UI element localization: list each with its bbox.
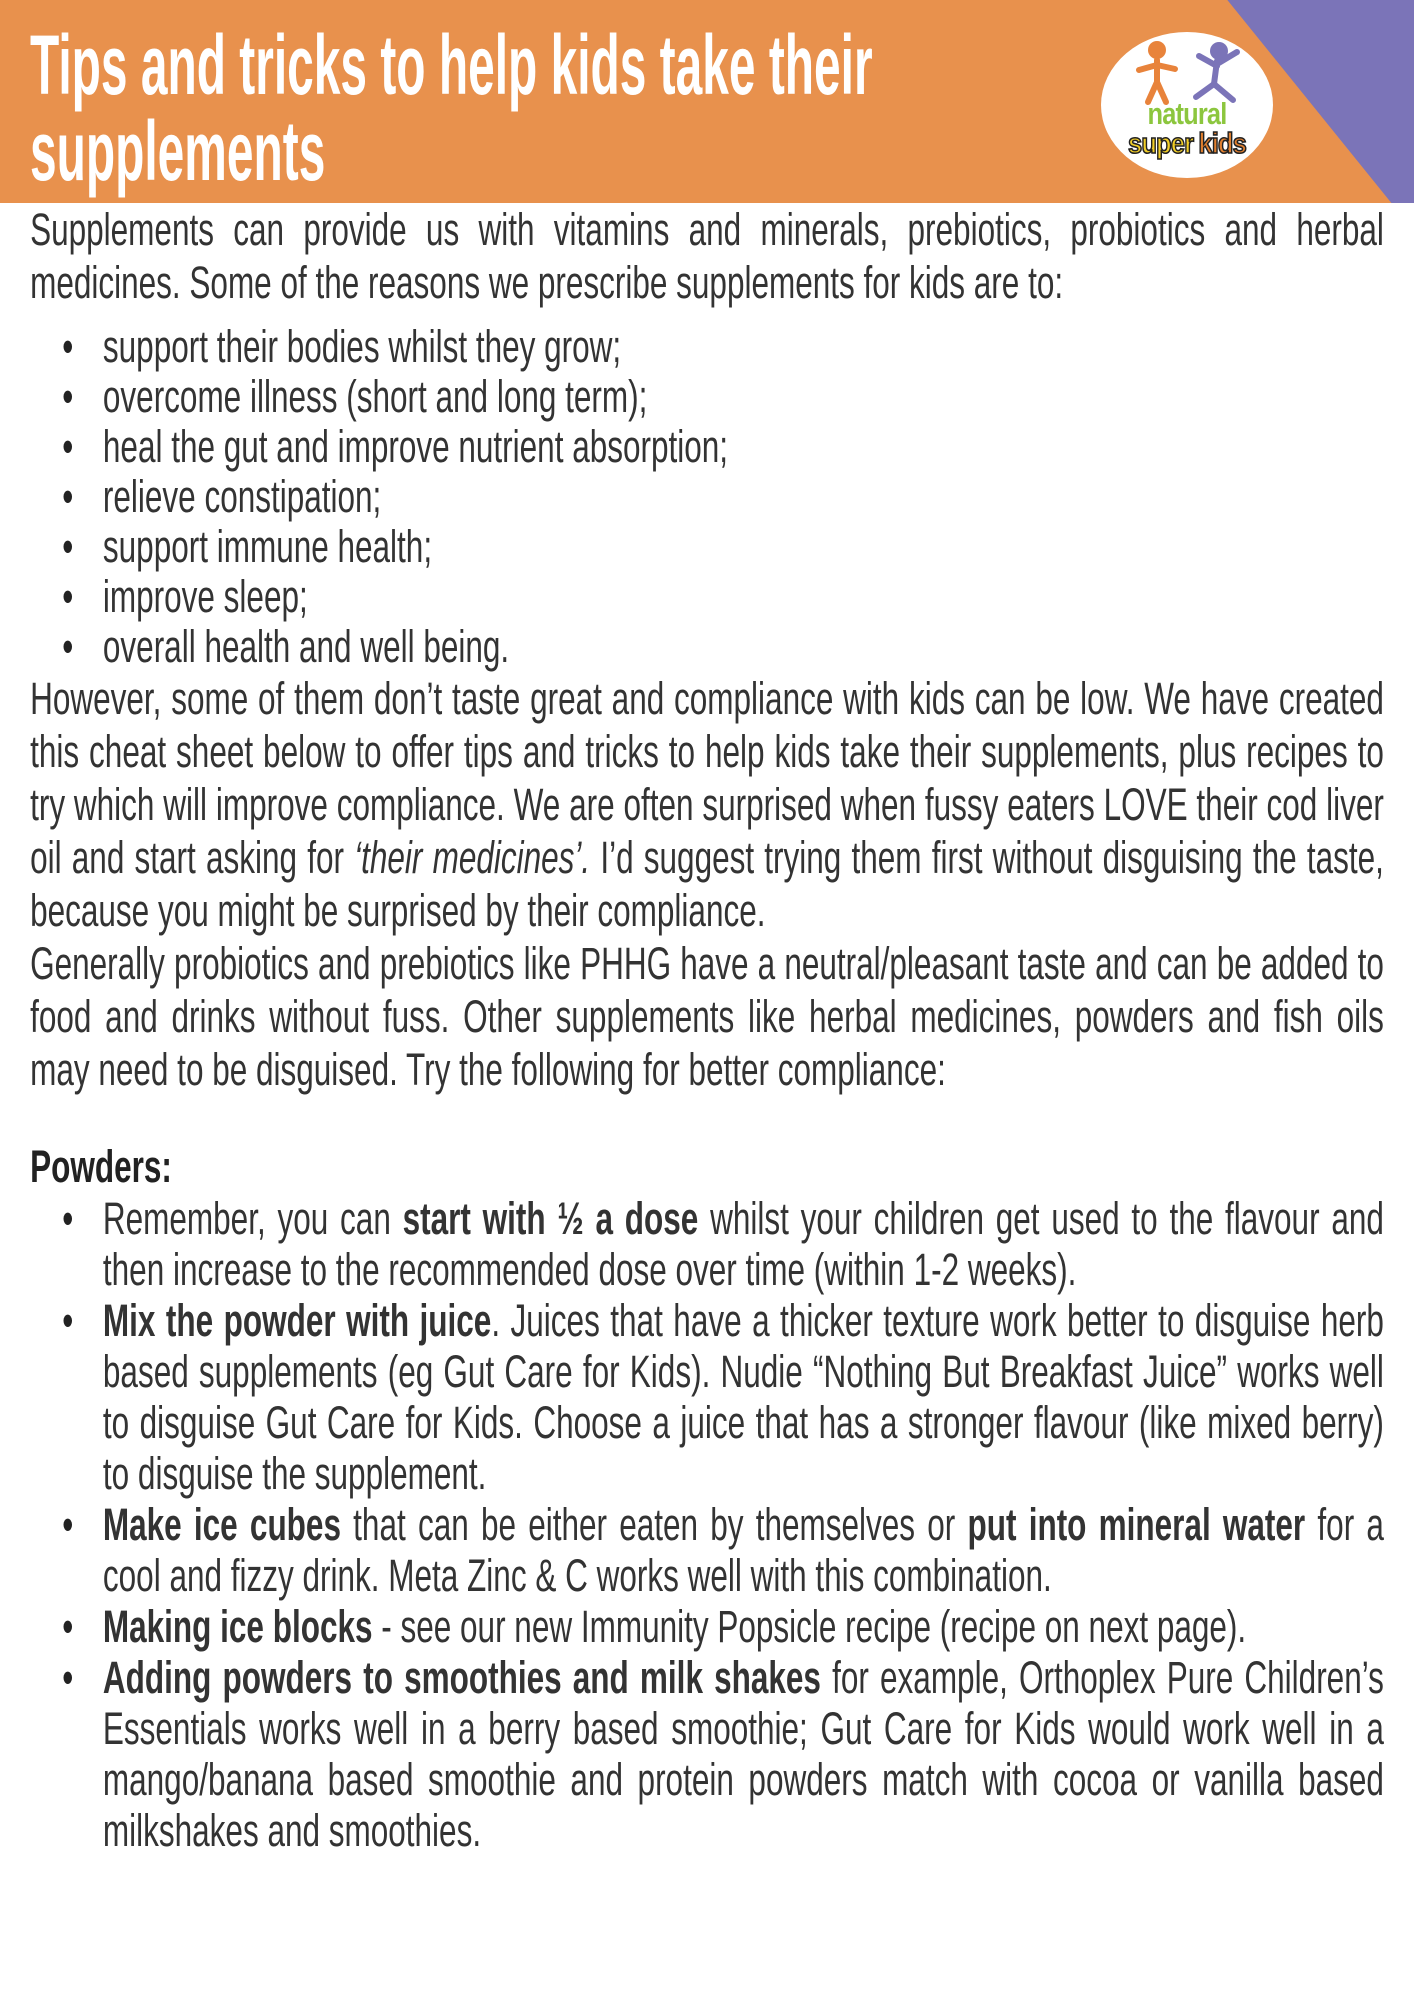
list-item: • overall health and well being. <box>103 622 1384 672</box>
list-item: • support immune health; <box>103 522 1384 572</box>
list-item: • Remember, you can start with ½ a dose whilst your children get used to the flavour and then increase to the recommended dose over time (within 1-2 weeks). <box>103 1193 1384 1295</box>
probiotics-paragraph: Generally probiotics and prebiotics like PHHG have a neutral/pleasant taste and can be added to food and drinks without fuss. Other supplements like herbal medicines, powders and fish oils may need to be disguised. Try the following for better compliance: <box>30 938 1384 1095</box>
list-item: • Make ice cubes that can be either eaten by themselves or put into mineral water for a cool and fizzy drink. Meta Zinc & C works well with this combination. <box>103 1499 1384 1601</box>
logo-text-super-kids <box>1111 129 1262 159</box>
page-title-line-1: Tips and tricks to help kids take their <box>30 18 873 112</box>
list-item: • support their bodies whilst they grow; <box>103 322 1384 372</box>
list-item: • Making ice blocks - see our new Immunity Popsicle recipe (recipe on next page). <box>103 1601 1384 1652</box>
page-title-line-2: supplements <box>30 104 326 198</box>
compliance-paragraph: However, some of them don’t taste great and compliance with kids can be low. We have created this cheat sheet below to offer tips and tricks to help kids take their supplements, plus recipes to try which will improve compliance. We are often surprised when fussy eaters LOVE their cod liver oil and start asking for ‘their medicines’. I’d suggest trying them first without disguising the taste, because you might be surprised by their compliance. <box>30 673 1384 936</box>
list-item: • overcome illness (short and long term); <box>103 372 1384 422</box>
powders-list <box>30 1193 1384 1856</box>
list-item: • Adding powders to smoothies and milk shakes for example, Orthoplex Pure Children’s Essentials works well in a berry based smoothie; Gut Care for Kids would work well in a mango/banana based smoothie and protein powders match with cocoa or vanilla based milkshakes and smoothies. <box>103 1652 1384 1856</box>
document-body <box>0 203 1414 1856</box>
powders-heading: Powders: <box>30 1141 172 1192</box>
list-item: • heal the gut and improve nutrient absorption; <box>103 422 1384 472</box>
reasons-list <box>30 322 1384 672</box>
list-item: • Mix the powder with juice. Juices that have a thicker texture work better to disguise herb based supplements (eg Gut Care for Kids). Nudie “Nothing But Breakfast Juice” works well to disguise Gut Care for Kids. Choose a juice that has a stronger flavour (like mixed berry) to disguise the supplement. <box>103 1295 1384 1499</box>
intro-paragraph: Supplements can provide us with vitamins and minerals, prebiotics, probiotics and herbal medicines. Some of the reasons we prescribe supplements for kids are to: <box>30 204 1384 308</box>
header-band <box>0 0 1414 203</box>
logo-text-kids: kids <box>1198 128 1246 160</box>
logo-text-super: super <box>1128 128 1194 160</box>
logo-text-natural: natural <box>1147 96 1227 131</box>
page-title <box>30 18 1113 198</box>
list-item: • improve sleep; <box>103 572 1384 622</box>
natural-super-kids-logo <box>1101 32 1273 178</box>
list-item: • relieve constipation; <box>103 472 1384 522</box>
